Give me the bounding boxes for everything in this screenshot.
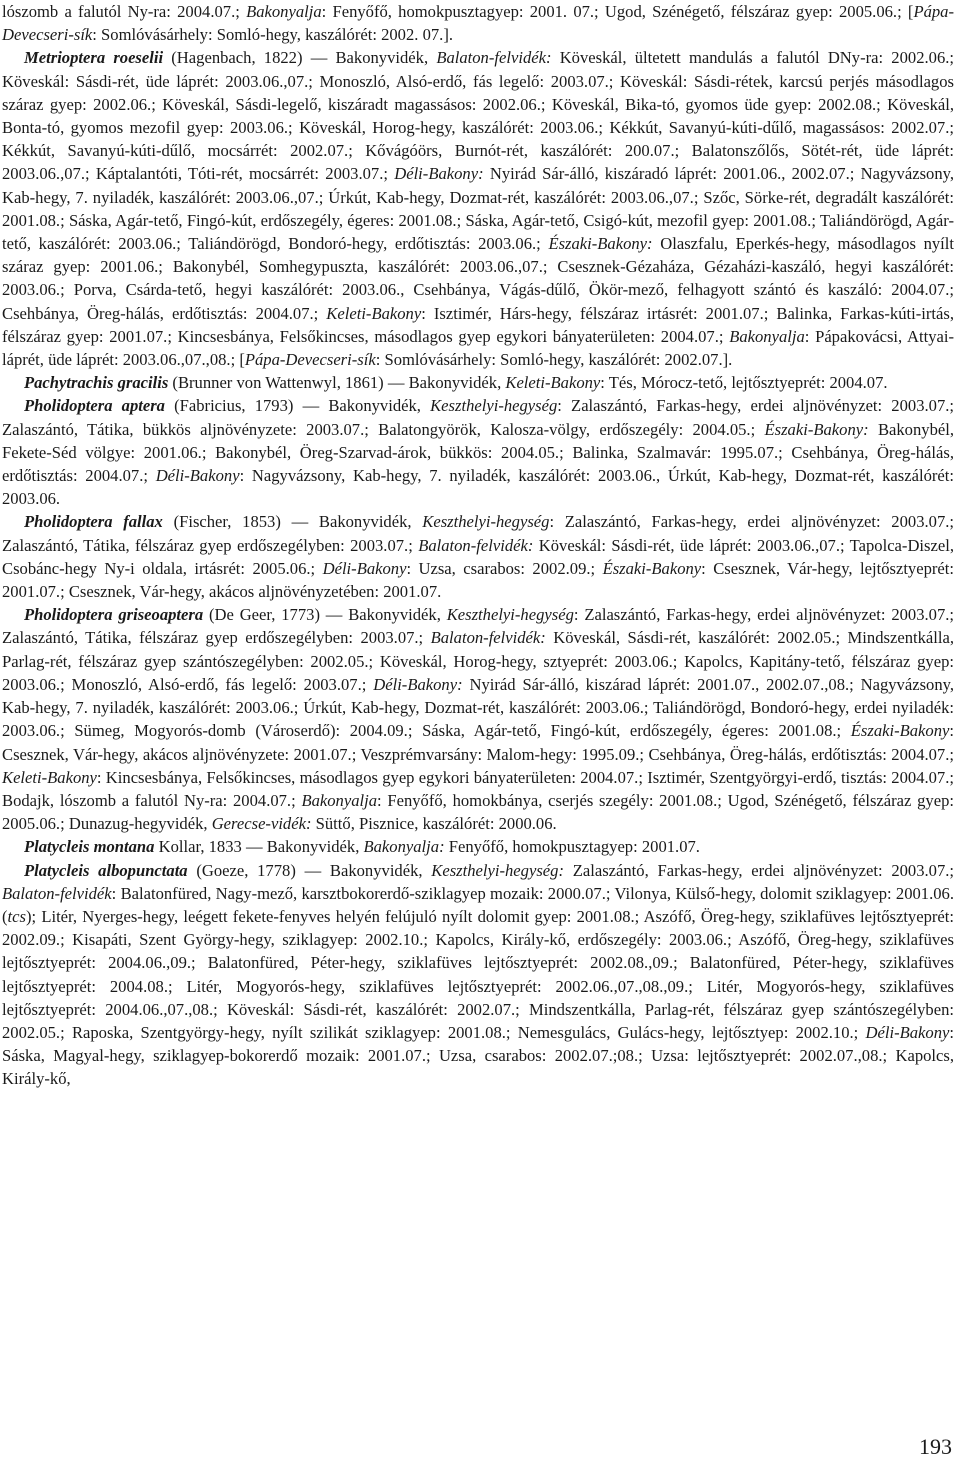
species-name: Platycleis albopunctata: [24, 860, 188, 880]
text-run: Köveskál, ültetett mandulás a falutól DNy-ra: 2002.06.; Köveskál: Sásdi-rét, üde láprét: 2003.06.,07.; Monoszló, Alsó-erdő, fás legelő: 2003.07.; Köveskál: Sásdi-rétek, karcsú perjés másodlagos száraz gyep: 2002.06.; Köveskál, Sásdi-legelő, kiszáradt magassásos: 2002.06.; Köveskál, Bika-tó, gyomos üde gyep: 2002.08.; Köveskál, Bonta-tó, gyomos mezofil gyep: 2003.06.; Köveskál, Horog-hegy, kaszálórét: 2003.06.; Kékkút, Savanyú-kúti-dűlő, magassásos: 2002.07.; Kékkút, Savanyú-kúti-dűlő, mocsárrét: 2002.07.; Kővágóörs, Burnót-rét, kaszálórét: 200.07.; Balatonszőlős, Sötét-rét, üde láprét: 2003.06.,07.; Káptalantóti, Tóti-rét, mocsárrét: 2003.07.;: [2, 48, 954, 184]
text-run: Fenyőfő, homokpusztagyep: 2001.07.: [444, 837, 700, 857]
text-run: : Nagyvázsony, Kab-hegy, 7. nyiladék, kaszálórét: 2003.06., Úrkút, Kab-hegy, Dozmat-rét, kaszálórét: 2003.06.: [2, 466, 954, 509]
species-name: Pachytrachis gracilis: [24, 373, 169, 393]
region-name: Pápa-Devecseri-sík: [244, 350, 376, 370]
species-name: Platycleis montana: [24, 837, 155, 857]
text-run: Köveskál, Sásdi-rét, kaszálórét: 2002.05.; Mindszentkálla, Parlag-rét, félszáraz gyep szántószegélyben: 2002.05.; Köveskál, Horog-hegy, sztyeprét: 2003.06.; Kapolcs, Kapitány-tető, félszáraz gyep: 2003.06.; Monoszló, Alsó-erdő, fás legelő: 2003.07.;: [2, 628, 954, 694]
paragraph: [2, 46, 954, 371]
text-run: : Zalaszántó, Farkas-hegy, erdei aljnövényzet: 2003.07.; Zalaszántó, Tátika, félszáraz gyep erdőszegélyben: 2003.07.;: [2, 512, 954, 555]
region-name: Keszthelyi-hegység:: [431, 860, 564, 880]
text-run: : Zalaszántó, Farkas-hegy, erdei aljnövényzet: 2003.07.; Zalaszántó, Tátika, bükkös aljnövényzete: 2003.07.; Balatongyörök, Kalosza-völgy, erdőszegély: 2004.05.;: [2, 396, 954, 439]
text-run: : Uzsa, csarabos: 2002.09.;: [406, 558, 603, 578]
region-name: Déli-Bakony:: [373, 674, 463, 694]
text-run: : Csesznek, Vár-hegy, akácos aljnövényzete: 2001.07.; Veszprémvarsány: Malom-hegy: 1995.09.; Csehbánya, Öreg-hálás, erdőtisztás: 2004.07.;: [2, 721, 954, 764]
paragraph: [2, 603, 954, 835]
paragraph: [2, 371, 954, 394]
text-run: : Fenyőfő, homokpusztagyep: 2001. 07.; Ugod, Szénégető, félszáraz gyep: 2005.06.; [: [321, 2, 914, 21]
region-name: Pápa-Devecseri-sík: [2, 2, 954, 45]
text-run: : Kincsesbánya, Felsőkincses, másodlagos gyep egykori bányaterületen: 2004.07.; Isztimér, Szentgyörgyi-erdő, tisztás: 2004.07.; Bodajk, lószomb a falutól Ny-ra: 2004.07.;: [2, 767, 954, 810]
region-name: Balaton-felvidék:: [418, 535, 534, 555]
region-name: Északi-Bakony: [850, 721, 950, 741]
text-run: Köveskál: Sásdi-rét, üde láprét: 2003.06.,07.; Tapolca-Diszel, Csobánc-hegy Ny-i oldala, irtásrét: 2005.06.;: [2, 535, 954, 578]
text-run: : Zalaszántó, Farkas-hegy, erdei aljnövényzet: 2003.07.; Zalaszántó, Tátika, félszáraz gyep erdőszegélyben: 2003.07.;: [2, 605, 955, 648]
region-name: Északi-Bakony:: [548, 234, 653, 254]
paragraph: [2, 859, 954, 1091]
text-run: Nyirád Sár-álló, kiszáradó láprét: 2001.06., 2002.07.; Nagyvázsony, Kab-hegy, 7. nyiladék, kaszálórét: 2003.06.,07.; Úrkút, Kab-hegy, Dozmat-rét, kaszálórét: 2003.06.,07.; Szőc, Sörke-rét, degradált kaszálórét: 2001.08.; Sáska, Agár-tető, Fingó-kút, erdőszegély, égeres: 2001.08.; Sáska, Agár-tető, Csigó-kút, mezofil gyep: 2001.08.; Taliándörögd, Agár-tető, kaszálórét: 2003.06.; Taliándörögd, Bondoró-hegy, erdőtisztás: 2003.06.;: [2, 164, 954, 254]
species-name: Pholidoptera aptera: [24, 396, 165, 416]
text-run: ); Litér, Nyerges-hegy, leégett fekete-fenyves helyén felújuló nyílt dolomit gyep: 2001.08.; Aszófő, Öreg-hegy, sziklafüves lejtősztyeprét: 2002.09.; Kisapáti, Szent György-hegy, sziklagyep: 2002.10.; Kapolcs, Király-kő, erdőszegély: 2003.06.; Aszófő, Öreg-hegy, sziklafüves lejtősztyeprét: 2004.06.,09.; Balatonfüred, Péter-hegy, sziklafüves lejtősztyeprét: 2002.08.,09.; Balatonfüred, Péter-hegy, sziklafüves lejtősztyeprét: 2004.08.; Litér, Mogyorós-hegy, sziklafüves lejtősztyeprét: 2002.06.,07.,08.,09.; Litér, Mogyorós-hegy, sziklafüves lejtősztyeprét: 2004.06.,07.,08.; Köveskál: Sásdi-rét, kaszálórét: 2002.07.; Mindszentkálla, Parlag-rét, félszáraz gyep szántószegélyben: 2002.05.; Raposka, Szentgyörgy-hegy, nyílt szilikát sziklagyep: 2001.08.; Nemesgulács, Gulács-hegy, lejtősztyep: 2002.10.;: [2, 906, 954, 1042]
text-run: Süttő, Pisznice, kaszálórét: 2000.06.: [311, 814, 557, 834]
region-name: Északi-Bakony: [602, 558, 702, 578]
text-run: : Csesznek, Vár-hegy, lejtősztyeprét: 2001.07.; Csesznek, Vár-hegy, akácos aljnövényzetében: 2001.07.: [2, 558, 955, 602]
region-name: Déli-Bakony: [322, 558, 407, 578]
text-run: (Brunner von Wattenwyl, 1861) — Bakonyvidék,: [168, 373, 506, 393]
region-name: Bakonyalja: [301, 790, 378, 810]
region-name: tcs: [7, 906, 26, 926]
region-name: Bakonyalja: [729, 326, 805, 346]
text-run: lószomb a falutól Ny-ra: 2004.07.;: [2, 2, 247, 21]
region-name: Északi-Bakony:: [764, 419, 869, 439]
text-run: (Fabricius, 1793) — Bakonyvidék,: [164, 396, 431, 416]
region-name: Balaton-felvidék:: [436, 48, 552, 68]
text-run: Bakonybél, Fekete-Séd völgye: 2001.06.; Bakonybél, Öreg-Szarvad-árok, bükkös: 2004.05.; Balinka, Szalmavár: 1995.07.; Csehbánya, Öreg-hálás, erdőtisztás: 2004.07.;: [2, 419, 954, 486]
text-run: (Goeze, 1778) — Bakonyvidék,: [187, 860, 432, 880]
text-run: : Isztimér, Hárs-hegy, félszáraz irtásrét: 2001.07.; Balinka, Farkas-kúti-irtás, félszáraz gyep: 2001.07.; Kincsesbánya, Felsőkincses, másodlagos gyep egykori bányaterületen: 2004.07.;: [2, 303, 954, 346]
region-name: Déli-Bakony: [155, 466, 240, 486]
paragraph: [2, 0, 954, 46]
text-run: Nyirád Sár-álló, kiszárad láprét: 2001.07., 2002.07.,08.; Nagyvázsony, Kab-hegy, 7. nyiladék, kaszálórét: 2003.06.; Úrkút, Kab-hegy, Dozmat-rét, kaszálórét: 2003.06.; Taliándörögd, Bondoró-hegy, erdei nyiladék: 2003.06.; Sümeg, Mogyorós-domb (Városerdő): 2004.09.; Sáska, Agár-tető, Fingó-kút, erdőszegély, égeres: 2001.08.;: [2, 674, 955, 741]
text-run: (Hagenbach, 1822) — Bakonyvidék,: [163, 48, 437, 68]
region-name: Déli-Bakony: [865, 1022, 950, 1042]
species-name: Pholidoptera fallax: [24, 512, 163, 532]
text-run: : Balatonfüred, Nagy-mező, karsztbokorerdő-sziklagyep mozaik: 2000.07.; Vilonya, Külső-hegy, dolomit sziklagyep: 2001.06.(: [2, 883, 954, 926]
species-name: Pholidoptera griseoaptera: [24, 605, 204, 625]
text-run: (Fischer, 1853) — Bakonyvidék,: [162, 512, 423, 532]
region-name: Bakonyalja:: [363, 837, 445, 857]
text-run: : Sáska, Magyal-hegy, sziklagyep-bokorerdő mozaik: 2001.07.; Uzsa, csarabos: 2002.07.;08.; Uzsa: lejtősztyeprét: 2002.07.,08.; Kapolcs, Király-kő,: [2, 1022, 954, 1089]
paragraph: [2, 394, 954, 510]
text-run: : Fenyőfő, homokbánya, cserjés szegély: 2001.08.; Ugod, Szénégető, félszáraz gyep: 2005.06.; Dunazug-hegyvidék,: [2, 790, 954, 834]
region-name: Keleti-Bakony: [2, 767, 97, 787]
paragraph: [2, 835, 954, 858]
page-number: 193: [919, 1434, 952, 1459]
text-run: Zalaszántó, Farkas-hegy, erdei aljnövényzet: 2003.07.;: [563, 860, 955, 880]
species-name: Metrioptera roeselii: [24, 48, 164, 68]
region-name: Keleti-Bakony: [505, 373, 601, 393]
region-name: Bakonyalja: [246, 2, 322, 21]
text-run: (De Geer, 1773) — Bakonyvidék,: [203, 605, 447, 625]
text-run: Kollar, 1833 — Bakonyvidék,: [154, 837, 364, 857]
paragraph: [2, 510, 954, 603]
document-body: [2, 0, 954, 1091]
region-name: Balaton-felvidék:: [430, 628, 546, 648]
region-name: Déli-Bakony:: [394, 164, 484, 184]
region-name: Keszthelyi-hegység: [446, 605, 574, 625]
text-run: : Pápakovácsi, Attyai-láprét, üde láprét: 2003.06.,07.,08.; [: [2, 326, 954, 370]
text-run: Olaszfalu, Eperkés-hegy, másodlagos nyílt száraz gyep: 2001.06.; Bakonybél, Somhegypuszta, kaszálórét: 2003.06.,07.; Csesznek-Gézaháza, Gézaházi-kaszáló, hegyi kaszálórét: 2003.06.; Porva, Csárda-tető, hegyi kaszálórét: 2003.06., Csehbánya, Vágás-dűlő, Ökör-mező, felhagyott szántó és kaszáló: 2004.07.; Csehbánya, Öreg-hálás, erdőtisztás: 2004.07.;: [2, 234, 954, 323]
text-run: : Somlóvásárhely: Somló-hegy, kaszálórét: 2002. 07.].: [92, 25, 453, 45]
region-name: Gerecse-vidék:: [211, 814, 312, 834]
region-name: Keleti-Bakony: [326, 303, 422, 323]
text-run: : Tés, Mórocz-tető, lejtősztyeprét: 2004.07.: [600, 373, 888, 393]
region-name: Keszthelyi-hegység: [422, 512, 550, 532]
text-run: : Somlóvásárhely: Somló-hegy, kaszálórét: 2002.07.].: [375, 350, 733, 370]
region-name: Keszthelyi-hegység: [430, 396, 558, 416]
region-name: Balaton-felvidék: [2, 883, 112, 903]
